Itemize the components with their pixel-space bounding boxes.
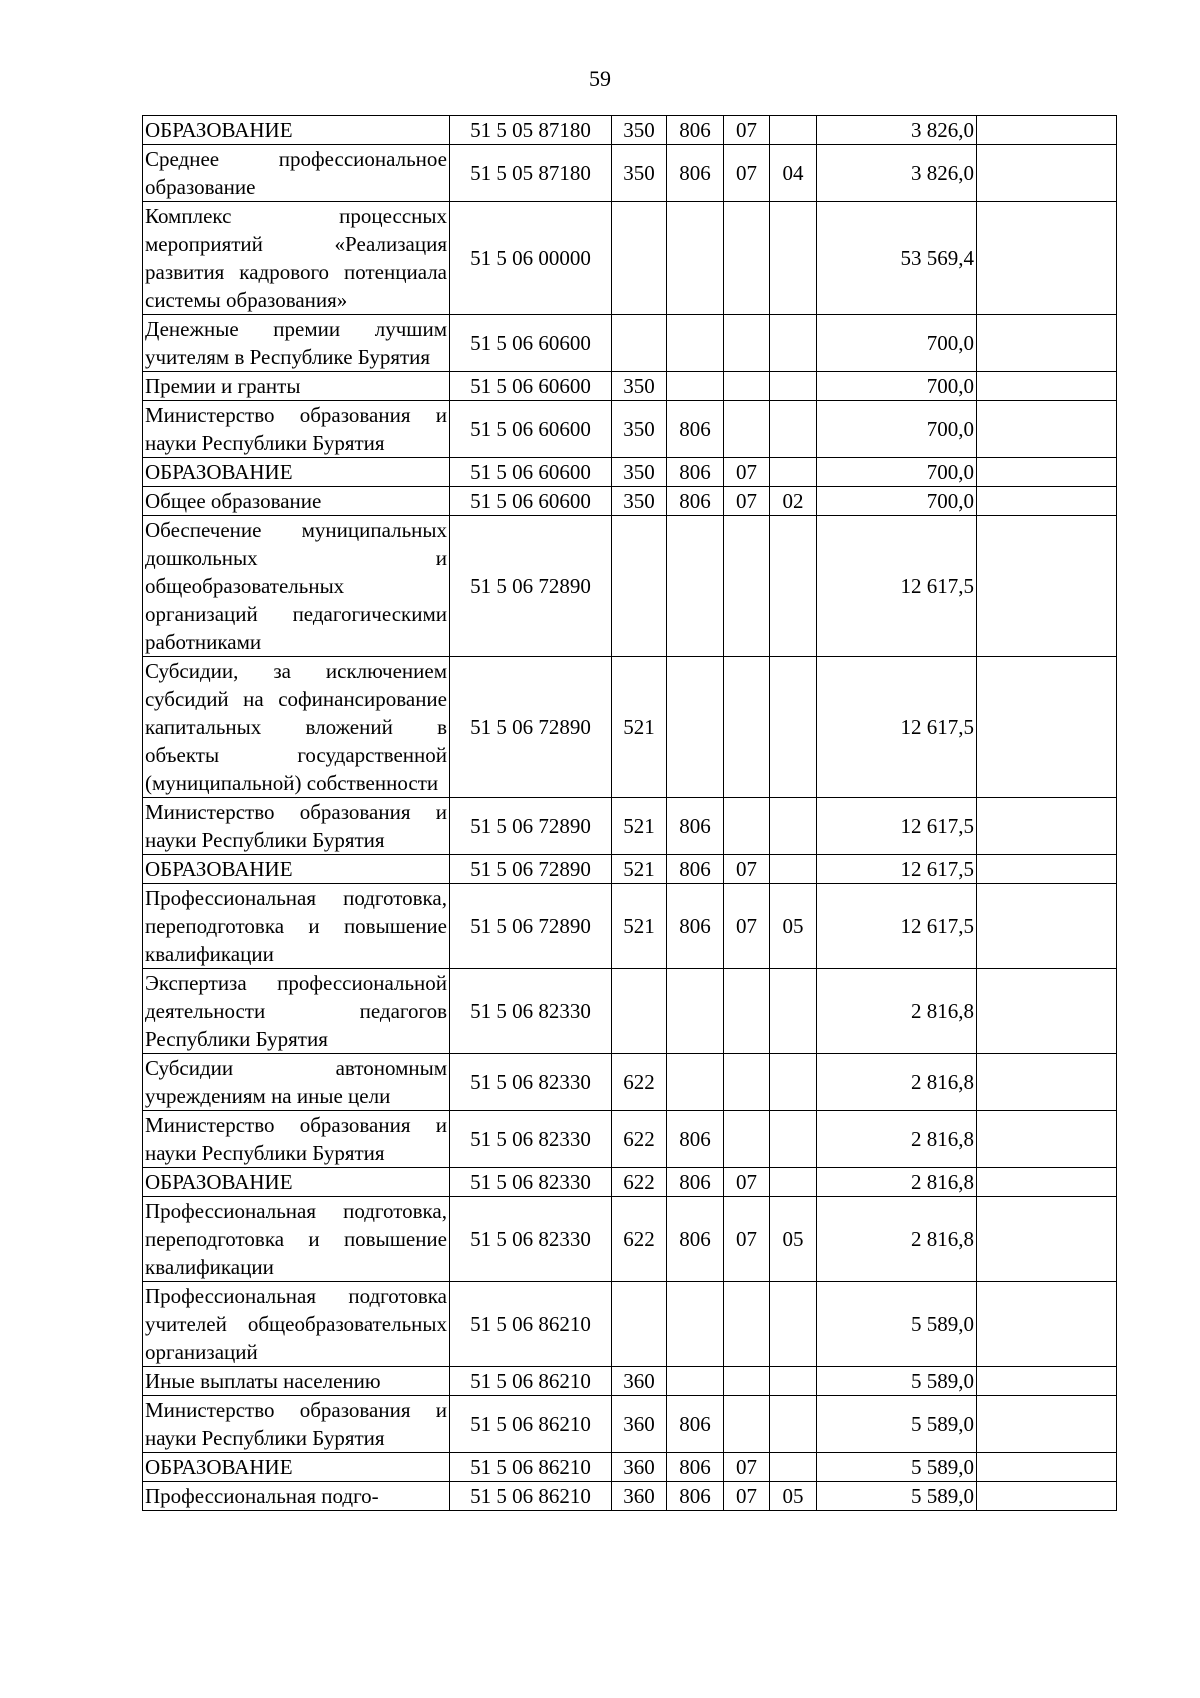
row-amount-cell: 5 589,0	[817, 1367, 977, 1396]
row-code-cell: 51 5 06 82330	[450, 1054, 612, 1111]
row-name-cell: Профессиональная подго-	[143, 1482, 450, 1511]
row-expense-type-cell: 360	[612, 1367, 667, 1396]
row-name-cell: Общее образование	[143, 487, 450, 516]
row-extra-cell	[977, 1168, 1117, 1197]
row-amount-cell: 53 569,4	[817, 202, 977, 315]
row-extra-cell	[977, 1367, 1117, 1396]
row-extra-cell	[977, 1396, 1117, 1453]
row-code-cell: 51 5 06 82330	[450, 1111, 612, 1168]
row-code-cell: 51 5 06 60600	[450, 401, 612, 458]
row-ministry-cell: 806	[667, 1168, 724, 1197]
row-ministry-cell	[667, 1282, 724, 1367]
row-section-cell	[724, 798, 770, 855]
row-amount-cell: 700,0	[817, 401, 977, 458]
table-row	[143, 1282, 1117, 1367]
row-expense-type-cell: 622	[612, 1197, 667, 1282]
row-expense-type-cell: 521	[612, 798, 667, 855]
row-ministry-cell: 806	[667, 1111, 724, 1168]
table-body	[143, 116, 1117, 1511]
row-subsection-cell	[770, 1054, 817, 1111]
row-expense-type-cell	[612, 315, 667, 372]
row-subsection-cell: 05	[770, 884, 817, 969]
row-expense-type-cell: 350	[612, 401, 667, 458]
row-section-cell	[724, 1111, 770, 1168]
row-amount-cell: 2 816,8	[817, 1054, 977, 1111]
row-subsection-cell	[770, 1396, 817, 1453]
row-section-cell: 07	[724, 855, 770, 884]
row-section-cell: 07	[724, 145, 770, 202]
row-section-cell	[724, 315, 770, 372]
row-section-cell: 07	[724, 1453, 770, 1482]
row-ministry-cell: 806	[667, 1197, 724, 1282]
row-ministry-cell	[667, 372, 724, 401]
row-amount-cell: 12 617,5	[817, 798, 977, 855]
row-name-cell: Премии и гранты	[143, 372, 450, 401]
row-code-cell: 51 5 06 82330	[450, 1168, 612, 1197]
table-row	[143, 315, 1117, 372]
table-row	[143, 1482, 1117, 1511]
row-subsection-cell	[770, 1282, 817, 1367]
row-code-cell: 51 5 06 60600	[450, 458, 612, 487]
table-row	[143, 1111, 1117, 1168]
row-name-cell: Иные выплаты населению	[143, 1367, 450, 1396]
row-name-cell: Профессиональная подготовка, переподготовка и повышение квалификации	[143, 884, 450, 969]
row-name-cell: ОБРАЗОВАНИЕ	[143, 458, 450, 487]
row-subsection-cell	[770, 315, 817, 372]
row-section-cell: 07	[724, 884, 770, 969]
row-section-cell: 07	[724, 116, 770, 145]
row-expense-type-cell: 622	[612, 1111, 667, 1168]
table-row	[143, 657, 1117, 798]
row-expense-type-cell: 360	[612, 1396, 667, 1453]
row-name-cell: Профессиональная подготовка, переподготовка и повышение квалификации	[143, 1197, 450, 1282]
row-ministry-cell: 806	[667, 1453, 724, 1482]
row-amount-cell: 12 617,5	[817, 516, 977, 657]
table-row	[143, 516, 1117, 657]
row-extra-cell	[977, 202, 1117, 315]
row-subsection-cell	[770, 458, 817, 487]
row-name-cell: ОБРАЗОВАНИЕ	[143, 116, 450, 145]
row-amount-cell: 700,0	[817, 487, 977, 516]
table-row	[143, 855, 1117, 884]
row-amount-cell: 3 826,0	[817, 145, 977, 202]
row-ministry-cell	[667, 315, 724, 372]
row-extra-cell	[977, 1197, 1117, 1282]
row-subsection-cell	[770, 1453, 817, 1482]
table-row	[143, 202, 1117, 315]
row-code-cell: 51 5 06 60600	[450, 487, 612, 516]
row-ministry-cell: 806	[667, 798, 724, 855]
row-section-cell: 07	[724, 487, 770, 516]
row-name-cell: ОБРАЗОВАНИЕ	[143, 1168, 450, 1197]
row-code-cell: 51 5 06 86210	[450, 1482, 612, 1511]
row-expense-type-cell: 360	[612, 1482, 667, 1511]
row-expense-type-cell	[612, 516, 667, 657]
row-code-cell: 51 5 06 72890	[450, 884, 612, 969]
row-expense-type-cell: 360	[612, 1453, 667, 1482]
row-section-cell	[724, 1054, 770, 1111]
row-extra-cell	[977, 315, 1117, 372]
row-amount-cell: 2 816,8	[817, 1168, 977, 1197]
row-ministry-cell: 806	[667, 145, 724, 202]
row-ministry-cell	[667, 1054, 724, 1111]
row-ministry-cell: 806	[667, 855, 724, 884]
row-subsection-cell	[770, 1367, 817, 1396]
row-ministry-cell: 806	[667, 116, 724, 145]
row-code-cell: 51 5 06 86210	[450, 1396, 612, 1453]
row-name-cell: Профессиональная подготовка учителей общеобразовательных организаций	[143, 1282, 450, 1367]
row-amount-cell: 5 589,0	[817, 1282, 977, 1367]
row-name-cell: Министерство образования и науки Республики Бурятия	[143, 1396, 450, 1453]
row-subsection-cell	[770, 855, 817, 884]
table-row	[143, 458, 1117, 487]
row-expense-type-cell: 350	[612, 372, 667, 401]
row-section-cell	[724, 1396, 770, 1453]
row-section-cell: 07	[724, 1482, 770, 1511]
row-name-cell: ОБРАЗОВАНИЕ	[143, 1453, 450, 1482]
row-name-cell: Субсидии, за исключением субсидий на софинансирование капитальных вложений в объекты государственной (муниципальной) собственности	[143, 657, 450, 798]
row-amount-cell: 12 617,5	[817, 855, 977, 884]
table-row	[143, 1197, 1117, 1282]
row-ministry-cell: 806	[667, 458, 724, 487]
table-row	[143, 145, 1117, 202]
row-code-cell: 51 5 06 60600	[450, 315, 612, 372]
row-code-cell: 51 5 06 82330	[450, 969, 612, 1054]
row-amount-cell: 2 816,8	[817, 1197, 977, 1282]
row-subsection-cell	[770, 969, 817, 1054]
row-ministry-cell: 806	[667, 487, 724, 516]
row-section-cell	[724, 202, 770, 315]
row-ministry-cell: 806	[667, 1396, 724, 1453]
row-code-cell: 51 5 06 72890	[450, 798, 612, 855]
table-row	[143, 1396, 1117, 1453]
row-amount-cell: 3 826,0	[817, 116, 977, 145]
row-name-cell: Министерство образования и науки Республики Бурятия	[143, 798, 450, 855]
row-code-cell: 51 5 05 87180	[450, 145, 612, 202]
row-code-cell: 51 5 06 72890	[450, 657, 612, 798]
row-subsection-cell	[770, 516, 817, 657]
row-name-cell: Денежные премии лучшим учителям в Республике Бурятия	[143, 315, 450, 372]
row-name-cell: Обеспечение муниципальных дошкольных и общеобразовательных организаций педагогическими работниками	[143, 516, 450, 657]
row-subsection-cell: 05	[770, 1482, 817, 1511]
budget-table	[142, 115, 1117, 1511]
row-amount-cell: 700,0	[817, 315, 977, 372]
row-code-cell: 51 5 06 72890	[450, 516, 612, 657]
row-subsection-cell	[770, 202, 817, 315]
row-extra-cell	[977, 1282, 1117, 1367]
row-code-cell: 51 5 06 82330	[450, 1197, 612, 1282]
row-extra-cell	[977, 798, 1117, 855]
table-row	[143, 487, 1117, 516]
row-amount-cell: 2 816,8	[817, 969, 977, 1054]
row-name-cell: Среднее профессиональное образование	[143, 145, 450, 202]
row-amount-cell: 5 589,0	[817, 1482, 977, 1511]
row-subsection-cell	[770, 372, 817, 401]
table-row	[143, 1168, 1117, 1197]
row-amount-cell: 700,0	[817, 372, 977, 401]
row-extra-cell	[977, 372, 1117, 401]
row-extra-cell	[977, 145, 1117, 202]
row-extra-cell	[977, 516, 1117, 657]
row-amount-cell: 2 816,8	[817, 1111, 977, 1168]
row-subsection-cell	[770, 657, 817, 798]
row-code-cell: 51 5 06 72890	[450, 855, 612, 884]
row-expense-type-cell: 350	[612, 116, 667, 145]
row-subsection-cell	[770, 798, 817, 855]
row-section-cell	[724, 657, 770, 798]
row-subsection-cell: 05	[770, 1197, 817, 1282]
row-expense-type-cell: 521	[612, 884, 667, 969]
row-amount-cell: 12 617,5	[817, 884, 977, 969]
row-ministry-cell: 806	[667, 1482, 724, 1511]
row-section-cell	[724, 372, 770, 401]
row-extra-cell	[977, 657, 1117, 798]
row-section-cell	[724, 516, 770, 657]
row-subsection-cell: 02	[770, 487, 817, 516]
table-row	[143, 969, 1117, 1054]
row-subsection-cell	[770, 116, 817, 145]
row-section-cell	[724, 1367, 770, 1396]
row-code-cell: 51 5 06 60600	[450, 372, 612, 401]
row-subsection-cell	[770, 1168, 817, 1197]
row-name-cell: Министерство образования и науки Республики Бурятия	[143, 401, 450, 458]
table-row	[143, 798, 1117, 855]
row-expense-type-cell: 622	[612, 1054, 667, 1111]
row-extra-cell	[977, 969, 1117, 1054]
row-ministry-cell: 806	[667, 884, 724, 969]
row-amount-cell: 12 617,5	[817, 657, 977, 798]
row-extra-cell	[977, 487, 1117, 516]
table-row	[143, 401, 1117, 458]
row-ministry-cell	[667, 202, 724, 315]
row-expense-type-cell: 350	[612, 487, 667, 516]
row-name-cell: ОБРАЗОВАНИЕ	[143, 855, 450, 884]
row-amount-cell: 5 589,0	[817, 1453, 977, 1482]
row-ministry-cell	[667, 1367, 724, 1396]
row-extra-cell	[977, 1453, 1117, 1482]
row-expense-type-cell: 622	[612, 1168, 667, 1197]
row-ministry-cell	[667, 969, 724, 1054]
row-amount-cell: 700,0	[817, 458, 977, 487]
row-ministry-cell: 806	[667, 401, 724, 458]
row-name-cell: Экспертиза профессиональной деятельности педагогов Республики Бурятия	[143, 969, 450, 1054]
row-extra-cell	[977, 1482, 1117, 1511]
row-section-cell: 07	[724, 1197, 770, 1282]
row-ministry-cell	[667, 657, 724, 798]
row-extra-cell	[977, 458, 1117, 487]
row-extra-cell	[977, 401, 1117, 458]
row-section-cell	[724, 401, 770, 458]
table-row	[143, 884, 1117, 969]
table-row	[143, 116, 1117, 145]
row-code-cell: 51 5 06 00000	[450, 202, 612, 315]
row-section-cell: 07	[724, 458, 770, 487]
table-row	[143, 1367, 1117, 1396]
row-name-cell: Субсидии автономным учреждениям на иные цели	[143, 1054, 450, 1111]
row-expense-type-cell	[612, 1282, 667, 1367]
row-ministry-cell	[667, 516, 724, 657]
row-section-cell	[724, 1282, 770, 1367]
row-amount-cell: 5 589,0	[817, 1396, 977, 1453]
row-expense-type-cell: 521	[612, 657, 667, 798]
row-name-cell: Министерство образования и науки Республики Бурятия	[143, 1111, 450, 1168]
table-row	[143, 1054, 1117, 1111]
row-section-cell	[724, 969, 770, 1054]
row-code-cell: 51 5 06 86210	[450, 1453, 612, 1482]
row-expense-type-cell: 350	[612, 145, 667, 202]
row-name-cell: Комплекс процессных мероприятий «Реализация развития кадрового потенциала системы образования»	[143, 202, 450, 315]
row-subsection-cell: 04	[770, 145, 817, 202]
table-row	[143, 1453, 1117, 1482]
table-row	[143, 372, 1117, 401]
row-extra-cell	[977, 855, 1117, 884]
row-extra-cell	[977, 1111, 1117, 1168]
row-subsection-cell	[770, 1111, 817, 1168]
row-expense-type-cell: 350	[612, 458, 667, 487]
row-expense-type-cell	[612, 969, 667, 1054]
row-extra-cell	[977, 116, 1117, 145]
row-section-cell: 07	[724, 1168, 770, 1197]
page-number: 59	[589, 66, 611, 91]
row-code-cell: 51 5 05 87180	[450, 116, 612, 145]
row-extra-cell	[977, 884, 1117, 969]
row-code-cell: 51 5 06 86210	[450, 1367, 612, 1396]
row-subsection-cell	[770, 401, 817, 458]
row-extra-cell	[977, 1054, 1117, 1111]
row-code-cell: 51 5 06 86210	[450, 1282, 612, 1367]
row-expense-type-cell	[612, 202, 667, 315]
row-expense-type-cell: 521	[612, 855, 667, 884]
